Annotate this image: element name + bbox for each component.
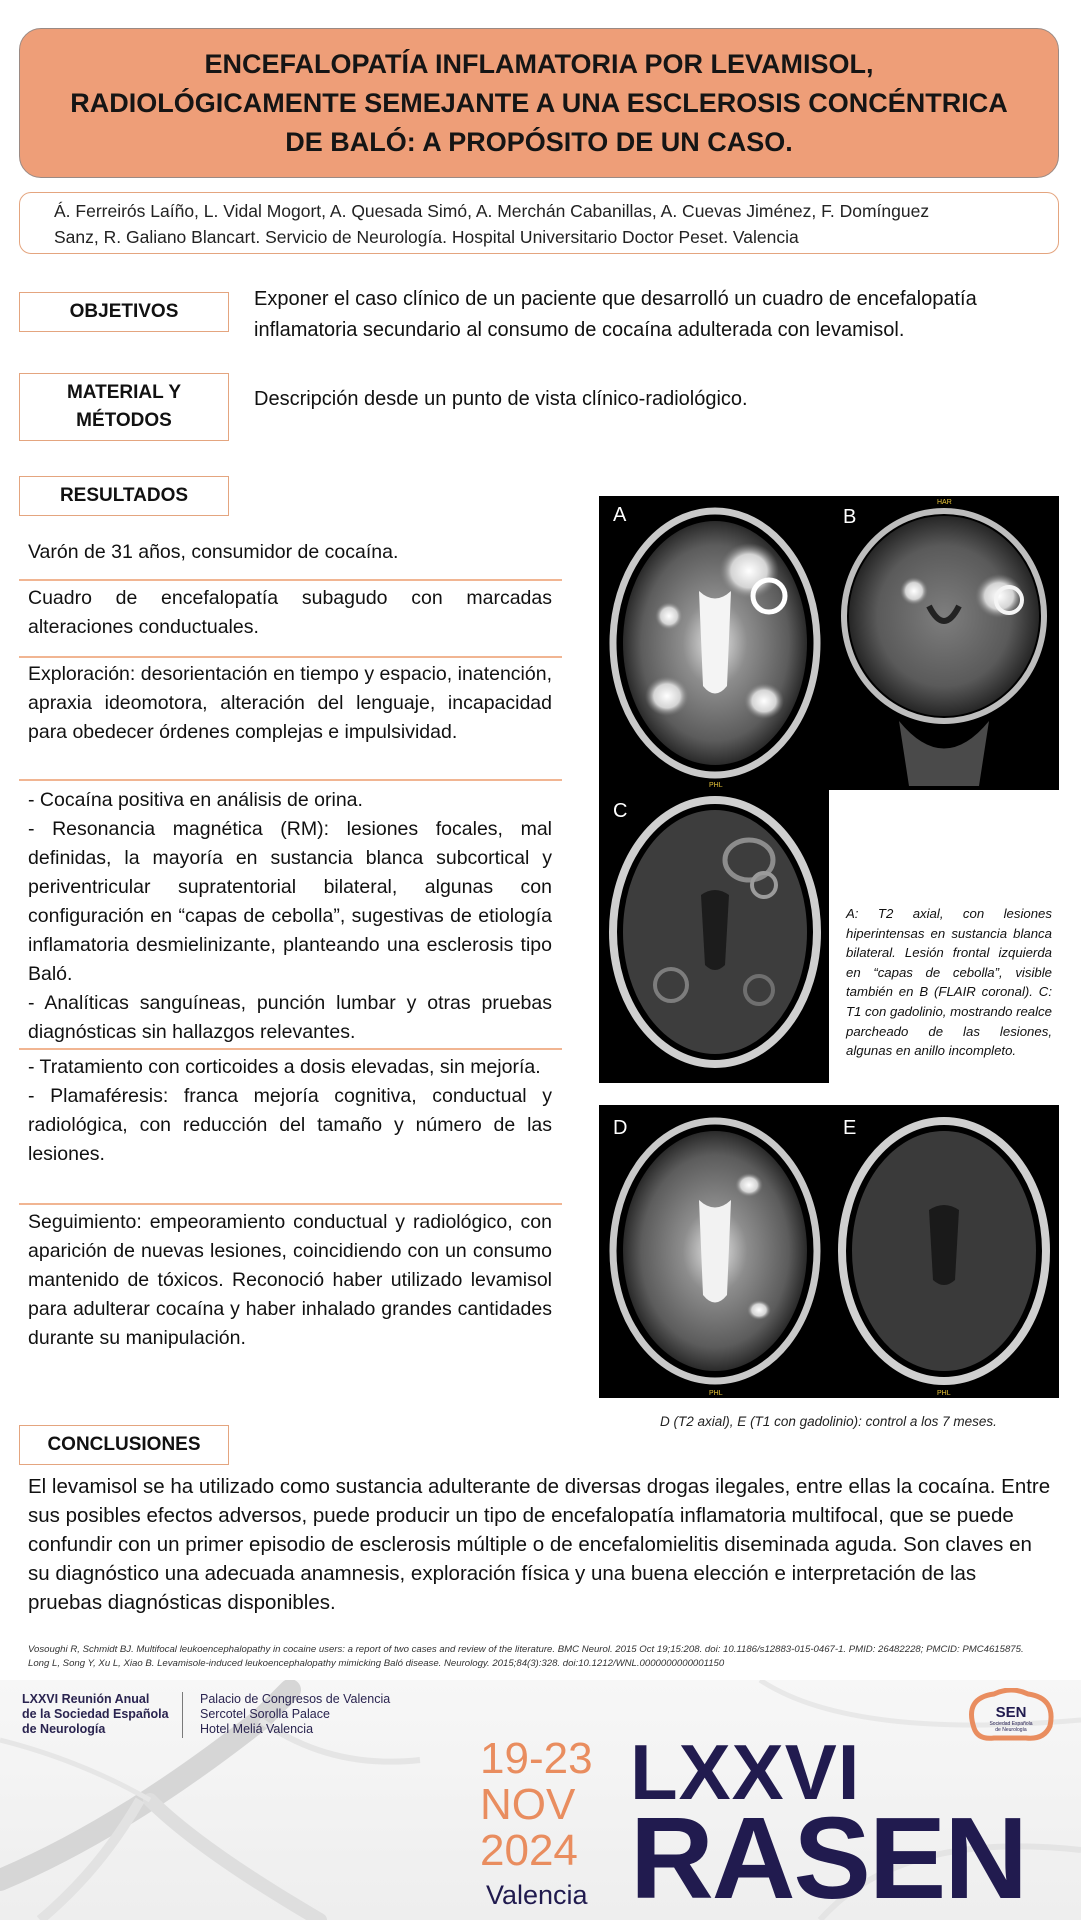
meeting-line-1: LXXVI Reunión Anual bbox=[22, 1692, 150, 1706]
congress-dates bbox=[480, 1736, 593, 1874]
figure-letter-e: E bbox=[843, 1117, 857, 1139]
conclusiones-text: El levamisol se ha utilizado como sustancia adulterante de diversas drogas ilegales, entre ellas la cocaína. Entre sus posibles efectos adversos, puede producir un tipo de encefalopatía inflamatoria multifocal, que se puede confundir con un primer episodio de esclerosis múltiple o de encefalomielitis diseminada aguda. Son claves en su diagnóstico una adecuada anamnesis, exploración física y una buena elección e interpretación de las pruebas diagnósticas disponibles. bbox=[28, 1475, 1051, 1614]
figure-caption-de: D (T2 axial), E (T1 con gadolinio): control a los 7 meses. bbox=[660, 1414, 997, 1429]
resultados-label bbox=[19, 476, 229, 516]
conclusiones-label bbox=[19, 1425, 229, 1465]
logo-subtitle bbox=[964, 1721, 1058, 1733]
material-metodos-label bbox=[19, 373, 229, 441]
footer-divider bbox=[182, 1692, 183, 1738]
marker-phl: PHL bbox=[709, 1390, 723, 1397]
figure-letter-c: C bbox=[613, 800, 628, 822]
reference-2: Long L, Song Y, Xu L, Xiao B. Levamisole-induced leukoencephalopathy mimicking Baló disease. Neurology. 2015;84(3):328. doi:10.1212/WNL.0000000000001150 bbox=[28, 1658, 725, 1669]
references bbox=[28, 1643, 1058, 1671]
resultados-corticoides: - Tratamiento con corticoides a dosis elevadas, sin mejoría. bbox=[28, 1056, 541, 1078]
venue-line-2: Sercotel Sorolla Palace bbox=[200, 1707, 330, 1721]
venue-line-1: Palacio de Congresos de Valencia bbox=[200, 1692, 391, 1706]
meeting-name bbox=[22, 1692, 169, 1737]
figure-letter-a: A bbox=[613, 504, 627, 526]
congress-year: 2024 bbox=[480, 1826, 578, 1875]
venue-line-3: Hotel Meliá Valencia bbox=[200, 1722, 314, 1736]
congress-footer bbox=[0, 1680, 1081, 1920]
meeting-line-2: de la Sociedad Española bbox=[22, 1707, 169, 1721]
congress-city: Valencia bbox=[486, 1880, 588, 1910]
logo-text: SEN bbox=[995, 1704, 1027, 1721]
separator bbox=[19, 579, 562, 581]
resultados-paragraph-5 bbox=[19, 1053, 552, 1169]
figure-letter-b: B bbox=[843, 506, 857, 528]
material-metodos-text: Descripción desde un punto de vista clínico-radiológico. bbox=[254, 388, 748, 410]
figure-caption-abc: A: T2 axial, con lesiones hiperintensas en sustancia blanca bilateral. Lesión frontal izquierda en “capas de cebolla”, visible también en B (FLAIR coronal). C: T1 con gadolinio, mostrando realce parcheado de las lesiones, algunas en anillo incompleto. bbox=[846, 906, 1052, 1059]
title-banner bbox=[19, 28, 1059, 178]
mri-images-de bbox=[599, 1105, 1059, 1398]
objetivos-label-text: OBJETIVOS bbox=[69, 301, 179, 322]
objetivos-label bbox=[19, 292, 229, 332]
authors-line-1: Á. Ferreirós Laíño, L. Vidal Mogort, A. Quesada Simó, A. Merchán Cabanillas, A. Cuevas Jiménez, F. Domínguez bbox=[54, 201, 930, 221]
separator bbox=[19, 779, 562, 781]
separator bbox=[19, 1203, 562, 1205]
marker-phl: PHL bbox=[709, 782, 723, 789]
reference-1: Vosoughi R, Schmidt BJ. Multifocal leukoencephalopathy in cocaine users: a report of two cases and review of the literature. BMC Neurol. 2015 Oct 19;15:208. doi: 10.1186/s12883-015-0467-1. PMID: 26482228; PMCID: PMC4615875. bbox=[28, 1644, 1024, 1655]
resultados-resonancia: - Resonancia magnética (RM): lesiones focales, mal definidas, la mayoría en sustancia blanca subcortical y periventricular supratentorial bilateral, algunas con configuración en “capas de cebolla”, sugestivas de etiología inflamatoria desmielinizante, planteando una esclerosis tipo Baló. bbox=[28, 818, 552, 985]
separator bbox=[19, 1048, 562, 1050]
mri-figure-ab bbox=[599, 496, 1059, 790]
separator bbox=[19, 656, 562, 658]
title-line-1: ENCEFALOPATÍA INFLAMATORIA POR LEVAMISOL, bbox=[204, 48, 874, 79]
material-label-line-1: MATERIAL Y bbox=[66, 382, 181, 403]
mri-figure-c bbox=[599, 790, 829, 1083]
resultados-paragraph-3: Exploración: desorientación en tiempo y espacio, inatención, apraxia ideomotora, alteración del lenguaje, incapacidad para obedecer órdenes complejas e impulsividad. bbox=[28, 663, 552, 743]
resultados-analiticas: - Analíticas sanguíneas, punción lumbar y otras pruebas diagnósticas sin hallazgos relevantes. bbox=[28, 992, 552, 1043]
congress-roman-number: LXXVI bbox=[630, 1728, 861, 1816]
marker-phl: PHL bbox=[937, 1390, 951, 1397]
title-line-3: DE BALÓ: A PROPÓSITO DE UN CASO. bbox=[285, 126, 793, 157]
resultados-cocaina-orina: - Cocaína positiva en análisis de orina. bbox=[28, 789, 363, 811]
conclusiones-label-text: CONCLUSIONES bbox=[47, 1434, 201, 1455]
title-line-2: RADIOLÓGICAMENTE SEMEJANTE A UNA ESCLEROSIS CONCÉNTRICA bbox=[70, 87, 1008, 118]
material-label-line-2: MÉTODOS bbox=[76, 410, 172, 431]
authors-box bbox=[19, 192, 1059, 254]
mri-image-c bbox=[599, 790, 829, 1083]
sen-logo bbox=[964, 1688, 1058, 1748]
resultados-paragraph-4 bbox=[19, 786, 552, 1047]
congress-days: 19-23 bbox=[480, 1734, 593, 1783]
authors-line-2: Sanz, R. Galiano Blancart. Servicio de Neurología. Hospital Universitario Doctor Peset. Valencia bbox=[54, 227, 799, 247]
resultados-paragraph-1: Varón de 31 años, consumidor de cocaína. bbox=[28, 541, 399, 563]
logo-subtitle-1: Sociedad Española bbox=[989, 1721, 1033, 1727]
resultados-plasmaferesis: - Plamaféresis: franca mejoría cognitiva, conductual y radiológica, con reducción del tamaño y número de las lesiones. bbox=[28, 1085, 552, 1165]
figure-letter-d: D bbox=[613, 1117, 628, 1139]
meeting-line-3: de Neurología bbox=[22, 1722, 106, 1736]
logo-subtitle-2: de Neurología bbox=[995, 1727, 1027, 1733]
resultados-label-text: RESULTADOS bbox=[59, 485, 189, 506]
objetivos-text: Exponer el caso clínico de un paciente que desarrolló un cuadro de encefalopatía inflamatoria secundario al consumo de cocaína adulterada con levamisol. bbox=[254, 288, 977, 341]
congress-month: NOV bbox=[480, 1780, 576, 1829]
mri-figure-de bbox=[599, 1105, 1059, 1398]
resultados-paragraph-6: Seguimiento: empeoramiento conductual y radiológico, con aparición de nuevas lesiones, coincidiendo con un consumo mantenido de tóxicos. Reconoció haber utilizado levamisol para adulterar cocaína y haber inhalado grandes cantidades durante su manipulación. bbox=[28, 1211, 552, 1349]
venue-list bbox=[200, 1692, 390, 1737]
mri-images-ab bbox=[599, 496, 1059, 790]
marker-har: HAR bbox=[937, 499, 952, 506]
congress-acronym: RASEN bbox=[630, 1793, 1027, 1920]
resultados-paragraph-2: Cuadro de encefalopatía subagudo con marcadas alteraciones conductuales. bbox=[28, 587, 552, 638]
